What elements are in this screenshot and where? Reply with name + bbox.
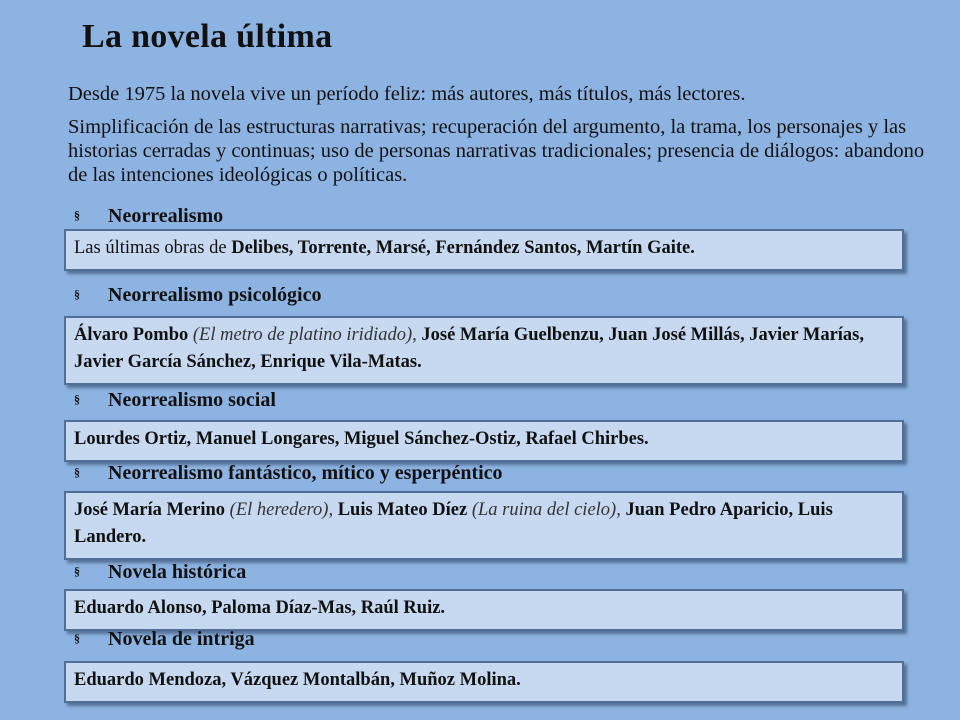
- square-bullet-icon: §: [74, 287, 80, 301]
- authors-box-historica: [64, 589, 904, 631]
- heading-neorrealismo-social: [74, 389, 276, 412]
- slide-title: La novela última: [82, 18, 333, 55]
- authors-box-intriga: [64, 661, 904, 703]
- authors-list: Juan Pedro Aparicio, Luis Landero.: [74, 500, 833, 547]
- intro-paragraph: Desde 1975 la novela vive un período feliz: más autores, más títulos, más lectores.: [68, 83, 746, 105]
- square-bullet-icon: §: [74, 631, 80, 645]
- heading-label: Neorrealismo: [108, 205, 224, 227]
- heading-label: Novela de intriga: [108, 628, 255, 650]
- square-bullet-icon: §: [74, 208, 80, 222]
- characteristics-paragraph: Simplificación de las estructuras narrativas; recuperación del argumento, la trama, los personajes y las historias cerradas y continuas; uso de personas narrativas tradicionales; presencia de diálogos: abandono de las intenciones ideológicas o políticas.: [68, 116, 925, 186]
- work-title: (La ruina del cielo),: [467, 500, 626, 520]
- heading-neorrealismo-fantastico: [74, 462, 503, 485]
- authors-list: Eduardo Alonso, Paloma Díaz-Mas, Raúl Ruiz.: [74, 598, 446, 618]
- authors-list: Lourdes Ortiz, Manuel Longares, Miguel Sánchez-Ostiz, Rafael Chirbes.: [74, 429, 649, 449]
- heading-label: Neorrealismo social: [108, 389, 276, 411]
- author-name: Álvaro Pombo: [74, 325, 189, 345]
- authors-box-fantastico: [64, 491, 904, 560]
- author-name: Luis Mateo Díez: [337, 500, 468, 520]
- work-title: (El metro de platino iridiado),: [188, 325, 422, 345]
- square-bullet-icon: §: [74, 392, 80, 406]
- heading-neorrealismo: [74, 205, 223, 228]
- heading-novela-historica: [74, 561, 246, 584]
- heading-label: Neorrealismo fantástico, mítico y esperpéntico: [108, 462, 503, 484]
- authors-box-psicologico: [64, 316, 904, 385]
- work-title: (El heredero),: [225, 500, 338, 520]
- heading-label: Neorrealismo psicológico: [108, 284, 322, 306]
- square-bullet-icon: §: [74, 465, 80, 479]
- heading-novela-intriga: [74, 628, 255, 651]
- authors-box-social: [64, 420, 904, 462]
- authors-box-neorrealismo: [64, 229, 904, 271]
- author-name: José María Merino: [74, 500, 226, 520]
- heading-label: Novela histórica: [108, 561, 247, 583]
- authors-list: Delibes, Torrente, Marsé, Fernández Santos, Martín Gaite.: [231, 238, 695, 258]
- heading-neorrealismo-psicologico: [74, 284, 321, 307]
- authors-list: José María Guelbenzu, Juan José Millás, Javier Marías, Javier García Sánchez, Enrique Vila-Matas.: [74, 325, 864, 372]
- authors-prefix: Las últimas obras de: [74, 238, 232, 258]
- authors-list: Eduardo Mendoza, Vázquez Montalbán, Muñoz Molina.: [74, 670, 521, 690]
- square-bullet-icon: §: [74, 564, 80, 578]
